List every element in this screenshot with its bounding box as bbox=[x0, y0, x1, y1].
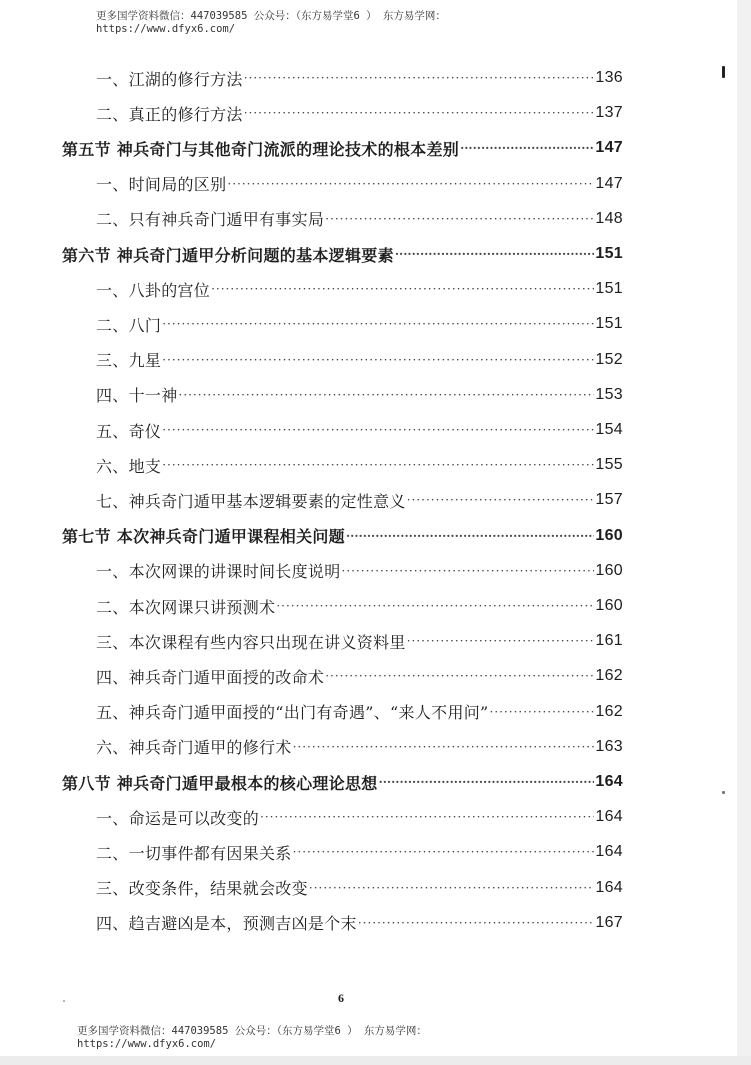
toc-entry-title: 第七节 本次神兵奇门遁甲课程相关问题 bbox=[62, 527, 345, 547]
toc-leader-dots bbox=[162, 423, 594, 437]
toc-entry-title: 三、本次课程有些内容只出现在讲义资料里 bbox=[96, 632, 406, 652]
toc-entry-title: 七、神兵奇门遁甲基本逻辑要素的定性意义 bbox=[96, 491, 406, 511]
toc-section-row bbox=[62, 521, 623, 551]
toc-entry-title: 六、神兵奇门遁甲的修行术 bbox=[96, 738, 292, 758]
toc-entry-row bbox=[96, 591, 623, 621]
toc-entry-row bbox=[96, 380, 623, 410]
toc-leader-dots bbox=[162, 458, 594, 472]
toc-leader-dots bbox=[407, 493, 595, 507]
toc-leader-dots bbox=[244, 106, 595, 120]
toc-entry-title: 四、神兵奇门遁甲面授的改命术 bbox=[96, 667, 325, 687]
toc-entry-title: 一、江湖的修行方法 bbox=[96, 69, 243, 89]
toc-entry-title: 五、神兵奇门遁甲面授的“出门有奇遇”、“来人不用问” bbox=[96, 703, 489, 723]
toc-page-number: 162 bbox=[595, 667, 623, 685]
page-number: 6 bbox=[338, 991, 344, 1005]
toc-leader-dots bbox=[260, 810, 594, 824]
toc-leader-dots bbox=[162, 353, 594, 367]
toc-entry-title: 第八节 神兵奇门遁甲最根本的核心理论思想 bbox=[62, 773, 378, 793]
toc-page-number: 160 bbox=[595, 526, 623, 544]
toc-page-number: 147 bbox=[595, 139, 623, 157]
toc-page-number: 152 bbox=[595, 350, 623, 368]
toc-entry-row bbox=[96, 556, 623, 586]
toc-page-number: 164 bbox=[595, 773, 623, 790]
toc-entry-row bbox=[96, 837, 623, 867]
toc-page-number: 147 bbox=[595, 174, 623, 192]
toc-entry-title: 二、只有神兵奇门遁甲有事实局 bbox=[96, 210, 325, 230]
toc-entry-title: 三、改变条件，结果就会改变 bbox=[96, 879, 308, 899]
toc-entry-title: 第六节 神兵奇门遁甲分析问题的基本逻辑要素 bbox=[62, 245, 394, 265]
toc-entry-row bbox=[96, 661, 623, 691]
toc-entry-row bbox=[96, 873, 623, 903]
toc-page-number: 161 bbox=[595, 632, 623, 650]
toc-section-row bbox=[62, 133, 623, 163]
footer-watermark bbox=[77, 1025, 427, 1051]
toc-page-number: 137 bbox=[595, 104, 623, 122]
toc-leader-dots bbox=[276, 599, 594, 613]
toc-page-number: 160 bbox=[595, 561, 623, 579]
toc-entry-title: 一、时间局的区别 bbox=[96, 175, 227, 195]
toc-section-row bbox=[62, 767, 623, 797]
toc-page-number: 157 bbox=[595, 491, 623, 509]
toc-leader-dots bbox=[227, 177, 594, 191]
toc-page-number: 153 bbox=[595, 385, 623, 403]
toc-entry-title: 二、一切事件都有因果关系 bbox=[96, 843, 292, 863]
toc-entry-title: 四、十一神 bbox=[96, 386, 178, 406]
toc-page-number: 160 bbox=[595, 597, 623, 614]
scan-speck bbox=[722, 66, 725, 78]
toc-leader-dots bbox=[379, 775, 595, 789]
toc-entry-row bbox=[96, 626, 623, 656]
toc-leader-dots bbox=[211, 282, 594, 296]
toc-page-number: 154 bbox=[595, 421, 623, 438]
toc-page-number: 162 bbox=[595, 702, 623, 720]
watermark-text: 更多国学资料微信：447039585 公众号：（东方易学堂6 ） 东方易学网： bbox=[77, 1025, 427, 1037]
toc-leader-dots bbox=[407, 634, 595, 648]
toc-entry-row bbox=[96, 169, 623, 199]
toc-entry-title: 二、本次网课只讲预测术 bbox=[96, 597, 276, 617]
header-watermark bbox=[96, 10, 446, 36]
toc-leader-dots bbox=[395, 247, 595, 261]
toc-leader-dots bbox=[358, 916, 595, 930]
toc-entry-row bbox=[96, 732, 623, 762]
watermark-url: https://www.dfyx6.com/ bbox=[77, 1038, 217, 1050]
toc-entry-row bbox=[96, 98, 623, 128]
toc-entry-row bbox=[96, 309, 623, 339]
toc-leader-dots bbox=[346, 529, 594, 543]
toc-leader-dots bbox=[179, 388, 595, 402]
toc-leader-dots bbox=[342, 564, 595, 578]
toc-page-number: 163 bbox=[595, 737, 623, 755]
toc-leader-dots bbox=[293, 740, 595, 754]
toc-leader-dots bbox=[325, 212, 594, 226]
watermark-text: 更多国学资料微信：447039585 公众号：（东方易学堂6 ） 东方易学网： bbox=[96, 10, 446, 22]
toc-page-number: 151 bbox=[595, 315, 623, 333]
toc-entry-title: 二、八门 bbox=[96, 315, 162, 335]
toc-entry-title: 第五节 神兵奇门与其他奇门流派的理论技术的根本差别 bbox=[62, 139, 460, 159]
toc-entry-title: 四、趋吉避凶是本，预测吉凶是个末 bbox=[96, 914, 357, 934]
toc-page-number: 136 bbox=[595, 69, 623, 86]
toc-entry-title: 六、地支 bbox=[96, 456, 162, 476]
toc-page-number: 148 bbox=[595, 209, 623, 227]
page-edge-shadow bbox=[737, 0, 751, 1065]
toc-entry-row bbox=[96, 274, 623, 304]
toc-entry-row bbox=[96, 697, 623, 727]
toc-page-number: 164 bbox=[595, 843, 623, 861]
toc-leader-dots bbox=[293, 845, 595, 859]
toc-leader-dots bbox=[490, 705, 595, 719]
scan-speck bbox=[63, 1000, 65, 1002]
toc-leader-dots bbox=[460, 141, 594, 155]
toc-entry-title: 五、奇仪 bbox=[96, 421, 162, 441]
toc-page-number: 164 bbox=[595, 808, 623, 826]
toc-leader-dots bbox=[325, 669, 594, 683]
toc-page-number: 167 bbox=[595, 913, 623, 931]
toc-entry-row bbox=[96, 485, 623, 515]
toc-entry-row bbox=[96, 63, 623, 93]
toc-entry-row bbox=[96, 802, 623, 832]
scan-speck bbox=[722, 791, 725, 794]
toc-entry-row bbox=[96, 345, 623, 375]
toc-entry-title: 一、命运是可以改变的 bbox=[96, 808, 260, 828]
toc-entry-title: 三、九星 bbox=[96, 351, 162, 371]
page-bottom-shadow bbox=[0, 1056, 751, 1065]
toc-entry-row bbox=[96, 450, 623, 480]
toc-page-number: 164 bbox=[595, 878, 623, 896]
toc-entry-row bbox=[96, 204, 623, 234]
toc-entry-title: 一、本次网课的讲课时间长度说明 bbox=[96, 562, 341, 582]
toc-page-number: 151 bbox=[595, 245, 623, 262]
toc-page-number: 155 bbox=[595, 456, 623, 474]
toc-leader-dots bbox=[162, 317, 594, 331]
toc-page-number: 151 bbox=[595, 280, 623, 298]
toc-entry-row bbox=[96, 415, 623, 445]
toc-leader-dots bbox=[244, 71, 595, 85]
toc-entry-row bbox=[96, 908, 623, 938]
toc-leader-dots bbox=[309, 881, 594, 895]
toc-entry-title: 二、真正的修行方法 bbox=[96, 104, 243, 124]
watermark-url: https://www.dfyx6.com/ bbox=[96, 23, 236, 35]
toc-entry-title: 一、八卦的宫位 bbox=[96, 280, 211, 300]
toc-section-row bbox=[62, 239, 623, 269]
